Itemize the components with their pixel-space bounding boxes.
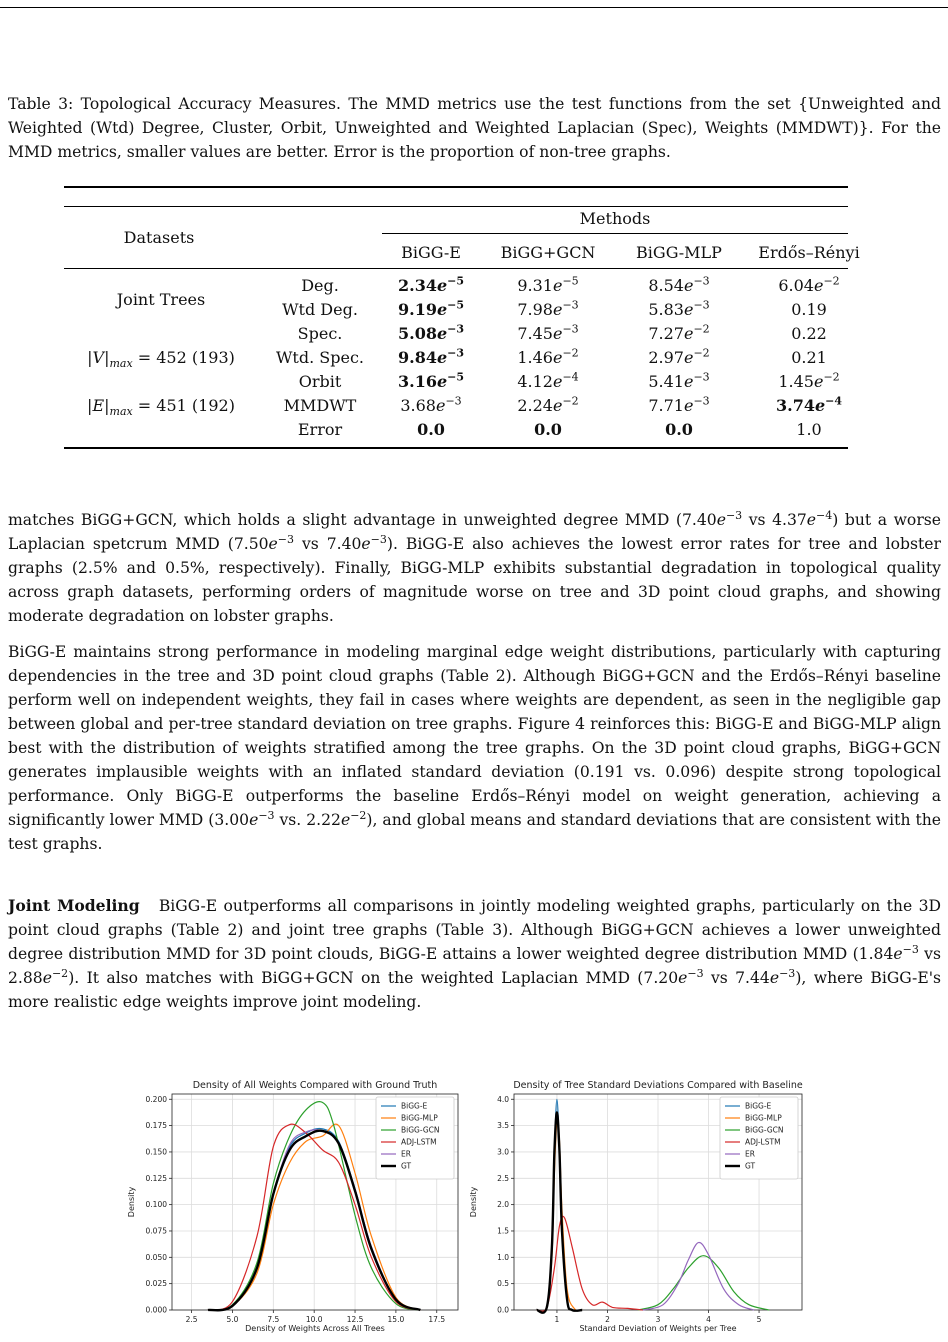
table-cell: 0.0 (534, 420, 562, 439)
table-cell: $5.08e^{-3}$ (397, 322, 465, 343)
e-max-text: $|E|_{max} = 451$ (192) (87, 396, 235, 419)
chart-title: Density of Tree Standard Deviations Compared with Baseline (513, 1080, 803, 1091)
series-line (643, 1243, 754, 1310)
table-cell: 0.21 (791, 348, 827, 367)
x-tick-label: 2 (605, 1315, 610, 1324)
y-tick-label: 0.0 (497, 1305, 509, 1315)
legend-label: ADJ-LSTM (401, 1137, 437, 1147)
paragraph-2: BiGG-E maintains strong performance in modeling marginal edge weight distributions, particularly with capturing dependencies in the tree and 3D point cloud graphs (Table 2). Although BiGG+GCN and the Erdős–Rényi baseline perform well on independent weights, they fail in cases where weights are dependent, as seen in the negligible gap between global and per-tree standard deviation on tree graphs. Figure 4 reinforces this: BiGG-E and BiGG-MLP align best with the distribution of weights stratified among the tree graphs. On the 3D point cloud graphs, BiGG+GCN generates implausible weights with an inflated standard deviation (0.191 vs. 0.096) despite strong topological performance. Only BiGG-E outperforms the baseline Erdős–Rényi model on weight generation, achieving a significantly lower MMD ($3.00e^{-3}$ vs. $2.22e^{-2}$), and global means and standard deviations that are consistent with the test graphs. (8, 643, 941, 853)
table-bottom-rule (64, 447, 848, 449)
table-cell: 0.19 (791, 300, 827, 319)
page-top-rule (0, 7, 948, 8)
table-cell: $9.19e^{-5}$ (397, 298, 465, 319)
y-tick-label: 0.5 (497, 1279, 509, 1289)
legend-label: BiGG-E (401, 1101, 428, 1111)
y-tick-label: 4.0 (497, 1094, 509, 1104)
legend-label: BiGG-GCN (745, 1125, 784, 1135)
y-tick-label: 0.200 (145, 1094, 167, 1104)
x-axis-label: Standard Deviation of Weights per Tree (579, 1324, 737, 1333)
y-tick-label: 3.0 (497, 1147, 509, 1157)
table-cell: $2.97e^{-2}$ (648, 346, 710, 367)
header-bottom-rule (64, 268, 848, 269)
x-tick-label: 12.5 (346, 1315, 364, 1324)
datasets-header: Datasets (123, 228, 195, 247)
series-line (638, 1256, 769, 1310)
y-tick-label: 3.5 (497, 1121, 509, 1131)
x-axis-label: Density of Weights Across All Trees (245, 1324, 385, 1333)
metric-label: Spec. (297, 324, 343, 343)
metric-label: MMDWT (283, 396, 357, 415)
legend-label: GT (401, 1161, 412, 1171)
y-tick-label: 0.175 (145, 1121, 167, 1131)
x-tick-label: 3 (655, 1315, 661, 1324)
series-line (537, 1112, 583, 1312)
y-tick-label: 0.150 (145, 1147, 167, 1157)
x-tick-label: 7.5 (267, 1315, 280, 1324)
y-tick-label: 0.050 (145, 1252, 167, 1262)
method-col-2: BiGG+GCN (500, 243, 596, 262)
x-tick-label: 15.0 (387, 1315, 405, 1324)
methods-underline (382, 233, 848, 234)
metric-label: Error (297, 420, 343, 439)
dataset-name: Joint Trees (116, 290, 206, 309)
table-cell: $7.98e^{-3}$ (517, 298, 579, 319)
table-cell: $9.84e^{-3}$ (397, 346, 465, 367)
metric-label: Wtd. Spec. (275, 348, 364, 367)
metric-label: Wtd Deg. (282, 300, 358, 319)
metric-label: Orbit (298, 372, 342, 391)
table-rule-2 (64, 206, 848, 207)
table-cell: $1.46e^{-2}$ (517, 346, 579, 367)
y-tick-label: 0.025 (145, 1279, 167, 1289)
legend-label: BiGG-MLP (745, 1113, 782, 1123)
table-cell: $5.41e^{-3}$ (648, 370, 710, 391)
table-cell: $3.16e^{-5}$ (397, 370, 465, 391)
paragraph-1: matches BiGG+GCN, which holds a slight advantage in unweighted degree MMD ($7.40e^{-3}$ vs $4.37e^{-4}$) but a worse Laplacian spetcrum MMD ($7.50e^{-3}$ vs $7.40e^{-3}$). BiGG-E also achieves the lowest error rates for tree and lobster graphs (2.5% and 0.5%, respectively). Finally, BiGG-MLP exhibits substantial degradation in topological quality across graph datasets, performing orders of magnitude worse on tree and 3D point cloud graphs, and showing moderate degradation on lobster graphs. (8, 508, 941, 625)
table-cell: $3.74e^{-4}$ (775, 394, 843, 415)
table-caption: Table 3: Topological Accuracy Measures. The MMD metrics use the test functions from the set {Unweighted and Weighted (Wtd) Degree, Cluster, Orbit, Unweighted and Weighted Laplacian (Spec), Weights (MMDWT)}. For the MMD metrics, smaller values are better. Error is the proportion of non-tree graphs. (8, 95, 941, 161)
y-tick-label: 1.0 (497, 1252, 509, 1262)
y-tick-label: 0.100 (145, 1200, 167, 1210)
x-tick-label: 5.0 (226, 1315, 239, 1324)
y-tick-label: 1.5 (497, 1226, 509, 1236)
e-max (64, 396, 258, 418)
table-top-rule (64, 186, 848, 188)
x-tick-label: 5 (756, 1315, 762, 1324)
y-tick-label: 0.125 (145, 1173, 167, 1183)
x-tick-label: 1 (554, 1315, 560, 1324)
table-cell: $8.54e^{-3}$ (648, 274, 710, 295)
x-tick-label: 2.5 (185, 1315, 198, 1324)
table-cell: 0.0 (417, 420, 445, 439)
legend-label: BiGG-MLP (401, 1113, 438, 1123)
method-col-1: BiGG-E (401, 243, 461, 262)
chart-title: Density of All Weights Compared with Ground Truth (192, 1080, 438, 1091)
method-col-4: Erdős–Rényi (758, 243, 860, 262)
x-tick-label: 10.0 (305, 1315, 323, 1324)
legend-label: ADJ-LSTM (745, 1137, 781, 1147)
table-cell: $7.45e^{-3}$ (517, 322, 579, 343)
legend-label: GT (745, 1161, 756, 1171)
table-cell: $1.45e^{-2}$ (778, 370, 840, 391)
table-cell: $9.31e^{-5}$ (517, 274, 579, 295)
table-cell: $4.12e^{-4}$ (517, 370, 579, 391)
methods-header: Methods (579, 209, 651, 228)
table-cell: 1.0 (796, 420, 822, 439)
y-tick-label: 2.0 (497, 1200, 509, 1210)
legend-label: BiGG-GCN (401, 1125, 440, 1135)
table-cell: $2.24e^{-2}$ (517, 394, 579, 415)
x-tick-label: 17.5 (428, 1315, 446, 1324)
legend-label: BiGG-E (745, 1101, 772, 1111)
paragraph-3-text: BiGG-E outperforms all comparisons in jointly modeling weighted graphs, particularly on the 3D point cloud graphs (Table 2) and joint tree graphs (Table 3). Although BiGG+GCN achieves a lower unweighted degree distribution MMD for 3D point clouds, BiGG-E attains a lower weighted degree distribution MMD ($1.84e^{-3}$ vs $2.88e^{-2}$). It also matches with BiGG+GCN on the weighted Laplacian MMD ($7.20e^{-3}$ vs $7.44e^{-3}$), where BiGG-E's more realistic edge weights improve joint modeling. (8, 897, 942, 1011)
y-tick-label: 0.000 (145, 1305, 167, 1315)
x-tick-label: 4 (706, 1315, 711, 1324)
paragraph-3-heading: Joint Modeling (8, 896, 140, 915)
paragraph-3 (8, 894, 941, 1014)
y-axis-label: Density (127, 1186, 136, 1218)
table-cell: $7.71e^{-3}$ (648, 394, 710, 415)
table-cell: 0.0 (665, 420, 693, 439)
table-cell: $6.04e^{-2}$ (778, 274, 840, 295)
metric-label: Deg. (301, 276, 339, 295)
chart-tree-stddev (469, 1076, 818, 1338)
table-cell: $2.34e^{-5}$ (397, 274, 465, 295)
y-tick-label: 0.075 (145, 1226, 167, 1236)
method-col-3: BiGG-MLP (636, 243, 722, 262)
table-cell: $5.83e^{-3}$ (648, 298, 710, 319)
table-cell: $3.68e^{-3}$ (400, 394, 462, 415)
table-cell: 0.22 (791, 324, 827, 343)
v-max (64, 348, 258, 370)
y-axis-label: Density (469, 1186, 478, 1218)
chart-all-weights (120, 1076, 460, 1338)
legend-label: ER (745, 1149, 755, 1159)
v-max-text: $|V|_{max} = 452$ (193) (87, 348, 235, 371)
y-tick-label: 2.5 (497, 1173, 509, 1183)
legend-label: ER (401, 1149, 411, 1159)
table-cell: $7.27e^{-2}$ (648, 322, 710, 343)
